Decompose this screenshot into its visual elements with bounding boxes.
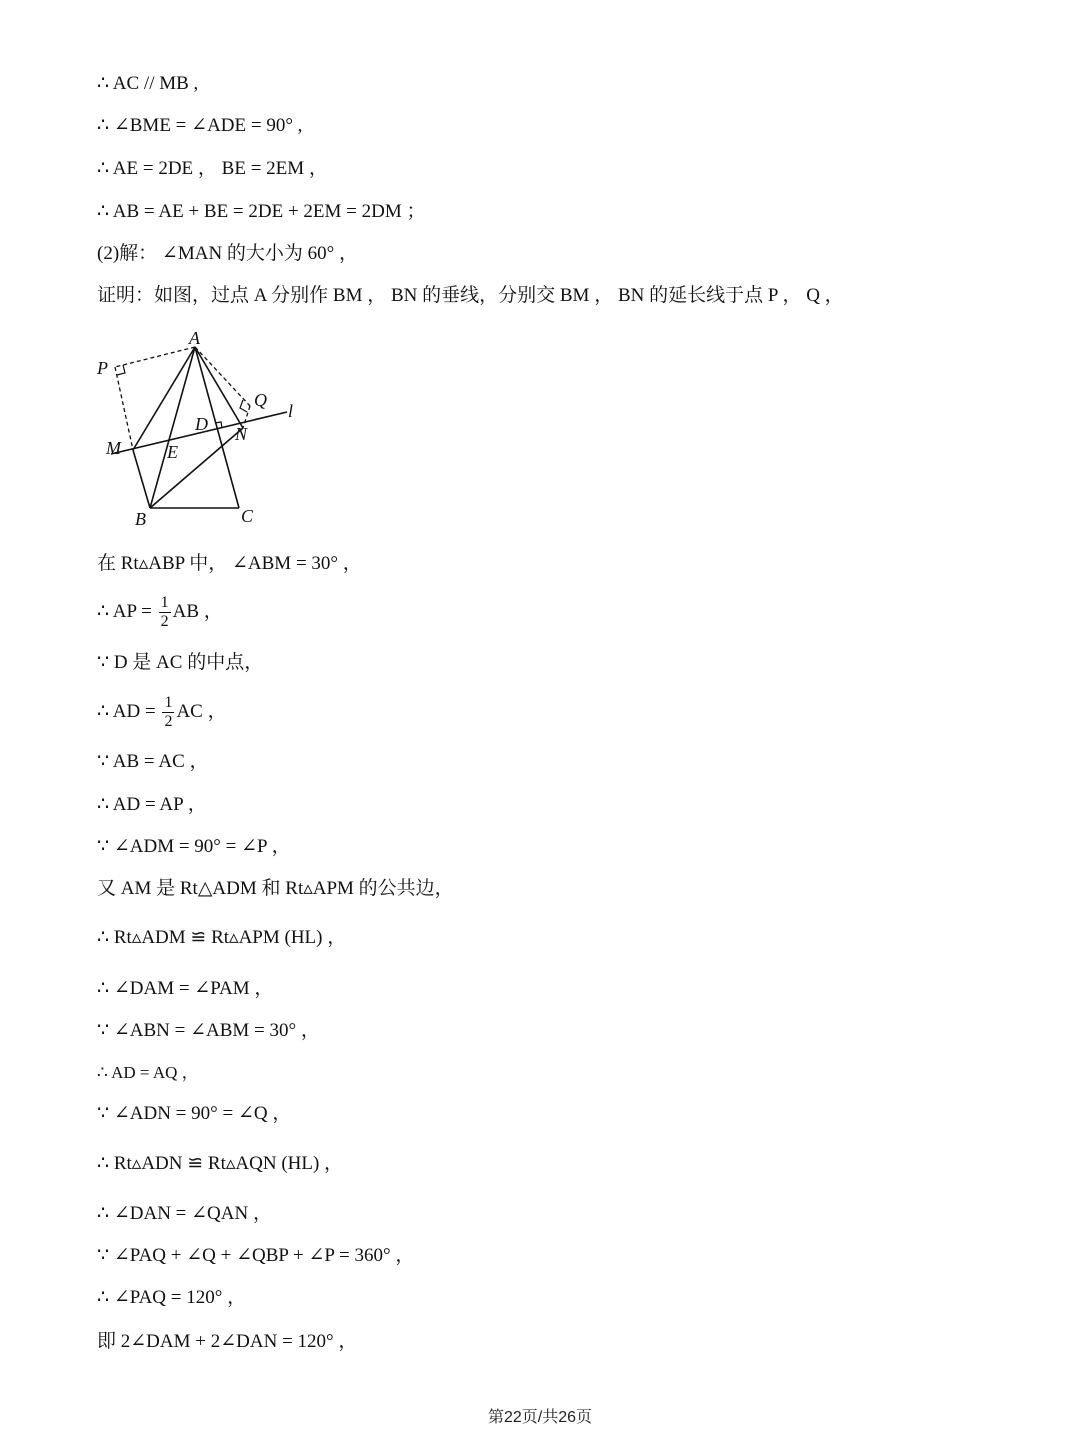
part-2-heading: (2)解： ∠MAN 的大小为 60° ， xyxy=(97,243,359,264)
label-A: A xyxy=(189,328,200,348)
fraction-suffix: AC ， xyxy=(176,701,227,722)
fraction-denominator: 2 xyxy=(164,713,173,731)
proof-line: ∵ AB = AC ， xyxy=(97,751,209,772)
segment-AM xyxy=(133,347,195,450)
proof-line: ∴ AC // MB , xyxy=(97,73,199,94)
proof-line: ∴ ∠DAN = ∠QAN ， xyxy=(97,1203,272,1224)
fraction-prefix: ∴ AP = xyxy=(97,601,157,622)
fraction-numerator: 1 xyxy=(164,694,173,712)
proof-line-fraction xyxy=(97,592,223,632)
proof-line: ∴ ∠DAM = ∠PAM ， xyxy=(97,978,274,999)
label-M: M xyxy=(106,438,121,458)
proof-line: ∴ ∠PAQ = 120° ， xyxy=(97,1287,247,1308)
label-B: B xyxy=(135,509,146,529)
label-C: C xyxy=(241,506,254,526)
proof-line: ∴ AB = AE + BE = 2DE + 2EM = 2DM ； xyxy=(97,201,426,222)
segment-BN xyxy=(150,428,243,508)
proof-line: 又 AM 是 Rt△ADM 和 Rt▵APM 的公共边， xyxy=(97,878,454,899)
geometry-figure xyxy=(95,322,310,534)
proof-line: ∵ D 是 AC 的中点， xyxy=(97,652,264,673)
proof-line: ∵ ∠ADM = 90° = ∠P ， xyxy=(97,836,291,857)
fraction-suffix: AB ， xyxy=(172,601,223,622)
proof-line: ∵ ∠PAQ + ∠Q + ∠QBP + ∠P = 360° ， xyxy=(97,1245,415,1266)
proof-line: ∴ Rt▵ADN ≌ Rt▵AQN (HL) ， xyxy=(97,1153,344,1174)
proof-line: 即 2∠DAM + 2∠DAN = 120° ， xyxy=(97,1331,358,1352)
proof-line: ∴ AE = 2DE ， BE = 2EM ， xyxy=(97,158,328,179)
proof-line: ∴ Rt▵ADM ≌ Rt▵APM (HL) ， xyxy=(97,927,347,948)
segment-MB xyxy=(133,450,150,508)
fraction-one-half xyxy=(159,594,171,631)
fraction-prefix: ∴ AD = xyxy=(97,701,161,722)
fraction-one-half xyxy=(162,694,174,731)
label-l: l xyxy=(288,401,294,421)
label-N: N xyxy=(235,424,248,444)
segment-AB xyxy=(150,347,195,508)
proof-line: 证明：如图，过点 A 分别作 BM ， BN 的垂线，分别交 BM ， BN 的延长线于点 P ， Q ， xyxy=(97,285,844,306)
dashed-AP xyxy=(115,347,195,367)
label-D: D xyxy=(195,414,208,434)
proof-line: ∵ ∠ABN = ∠ABM = 30° ， xyxy=(97,1020,320,1041)
label-Q: Q xyxy=(254,390,267,410)
label-E: E xyxy=(167,442,178,462)
right-angle-mark-Q xyxy=(240,400,247,412)
proof-line: ∴ AD = AQ ， xyxy=(97,1063,199,1082)
proof-line-fraction xyxy=(97,692,227,732)
proof-line: ∵ ∠ADN = 90° = ∠Q ， xyxy=(97,1103,292,1124)
proof-line: ∴ AD = AP ， xyxy=(97,794,207,815)
label-P: P xyxy=(97,358,108,378)
proof-line: 在 Rt▵ABP 中， ∠ABM = 30° ， xyxy=(97,553,362,574)
page-number: 第22页/共26页 xyxy=(487,1409,593,1426)
fraction-denominator: 2 xyxy=(160,613,169,631)
proof-line: ∴ ∠BME = ∠ADE = 90° , xyxy=(97,115,303,136)
fraction-numerator: 1 xyxy=(160,594,169,612)
